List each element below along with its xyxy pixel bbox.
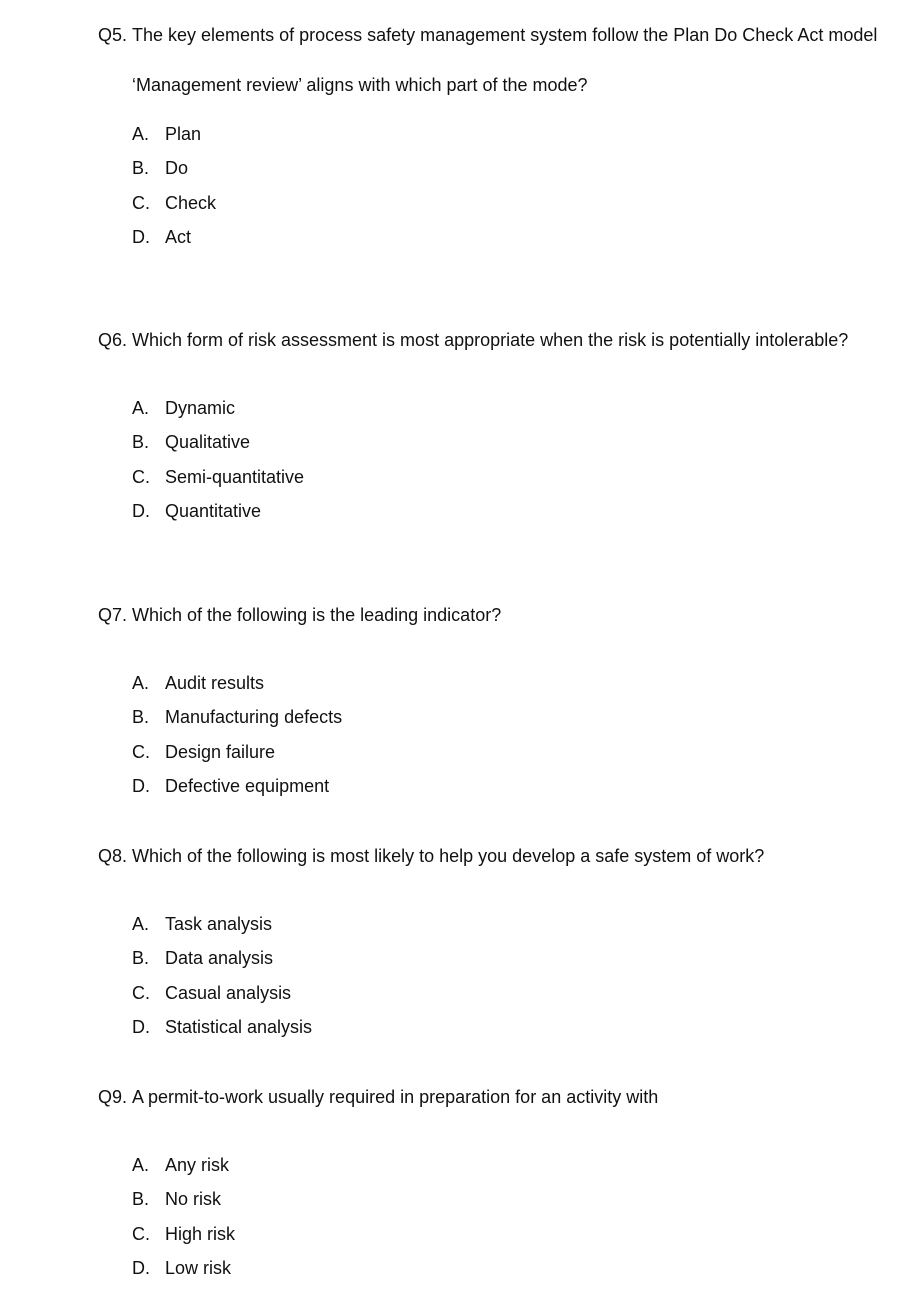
option-letter: B. (132, 707, 150, 728)
option-letter: B. (132, 158, 150, 179)
option-text: Low risk (165, 1257, 232, 1278)
question-number: Q9. (98, 1087, 128, 1107)
option-a (132, 1148, 878, 1182)
option-text: Casual analysis (165, 982, 292, 1003)
question-stem (98, 839, 878, 873)
question-text: The key elements of process safety management system follow the Plan Do Check Act model (132, 25, 878, 45)
option-d (132, 769, 878, 803)
option-text: Act (165, 226, 192, 247)
option-letter: A. (132, 914, 150, 934)
option-letter: D. (132, 226, 150, 247)
option-a (132, 117, 878, 151)
option-text: Statistical analysis (165, 1016, 313, 1037)
option-text: Any risk (165, 1155, 230, 1175)
option-text: Do (165, 158, 189, 179)
option-list (132, 391, 878, 528)
option-letter: C. (132, 982, 150, 1003)
option-text: Defective equipment (165, 775, 330, 796)
option-text: Task analysis (165, 914, 273, 934)
question-stem (98, 18, 878, 52)
option-letter: D. (132, 1257, 150, 1278)
option-text: Manufacturing defects (165, 707, 343, 728)
option-a (132, 391, 878, 425)
option-text: High risk (165, 1223, 236, 1244)
option-letter: B. (132, 432, 150, 453)
question-number: Q7. (98, 605, 128, 625)
option-list (132, 666, 878, 803)
question-8 (98, 839, 878, 1044)
option-text: Data analysis (165, 948, 274, 969)
question-6 (98, 323, 878, 528)
option-d (132, 1251, 878, 1285)
question-9 (98, 1080, 878, 1285)
option-letter: D. (132, 1016, 150, 1037)
option-list (132, 1148, 878, 1285)
question-5 (98, 18, 878, 254)
question-text: A permit-to-work usually required in preparation for an activity with (132, 1087, 659, 1107)
option-c (132, 976, 878, 1010)
option-text: Audit results (165, 673, 265, 693)
question-subtext: ‘Management review’ aligns with which part of the mode? (132, 75, 588, 95)
option-letter: C. (132, 192, 150, 213)
option-letter: D. (132, 775, 150, 796)
question-text: Which form of risk assessment is most appropriate when the risk is potentially intolerable? (132, 330, 849, 350)
option-letter: A. (132, 398, 150, 418)
question-7 (98, 598, 878, 803)
option-text: Plan (165, 124, 202, 144)
option-d (132, 1010, 878, 1044)
option-letter: B. (132, 948, 150, 969)
option-text: Qualitative (165, 432, 251, 453)
option-text: No risk (165, 1189, 222, 1210)
option-letter: A. (132, 673, 150, 693)
option-text: Quantitative (165, 500, 262, 521)
option-b (132, 425, 878, 459)
option-text: Design failure (165, 741, 276, 762)
option-d (132, 494, 878, 528)
question-text: Which of the following is the leading indicator? (132, 605, 502, 625)
option-b (132, 941, 878, 975)
option-letter: C. (132, 1223, 150, 1244)
option-letter: A. (132, 124, 150, 144)
question-stem (98, 598, 878, 632)
question-number: Q6. (98, 330, 128, 350)
question-stem (98, 323, 878, 357)
option-letter: D. (132, 500, 150, 521)
option-a (132, 666, 878, 700)
question-number: Q5. (98, 25, 128, 45)
question-stem (98, 1080, 878, 1114)
option-b (132, 1182, 878, 1216)
option-list (132, 117, 878, 254)
option-b (132, 151, 878, 185)
option-c (132, 460, 878, 494)
option-letter: B. (132, 1189, 150, 1210)
question-number: Q8. (98, 846, 128, 866)
option-c (132, 186, 878, 220)
option-c (132, 735, 878, 769)
option-text: Semi-quantitative (165, 466, 305, 487)
option-text: Dynamic (165, 398, 236, 418)
option-c (132, 1217, 878, 1251)
option-letter: A. (132, 1155, 150, 1175)
option-text: Check (165, 192, 217, 213)
option-letter: C. (132, 741, 150, 762)
option-b (132, 700, 878, 734)
option-d (132, 220, 878, 254)
option-list (132, 907, 878, 1044)
option-a (132, 907, 878, 941)
option-letter: C. (132, 466, 150, 487)
question-text: Which of the following is most likely to help you develop a safe system of work? (132, 846, 765, 866)
